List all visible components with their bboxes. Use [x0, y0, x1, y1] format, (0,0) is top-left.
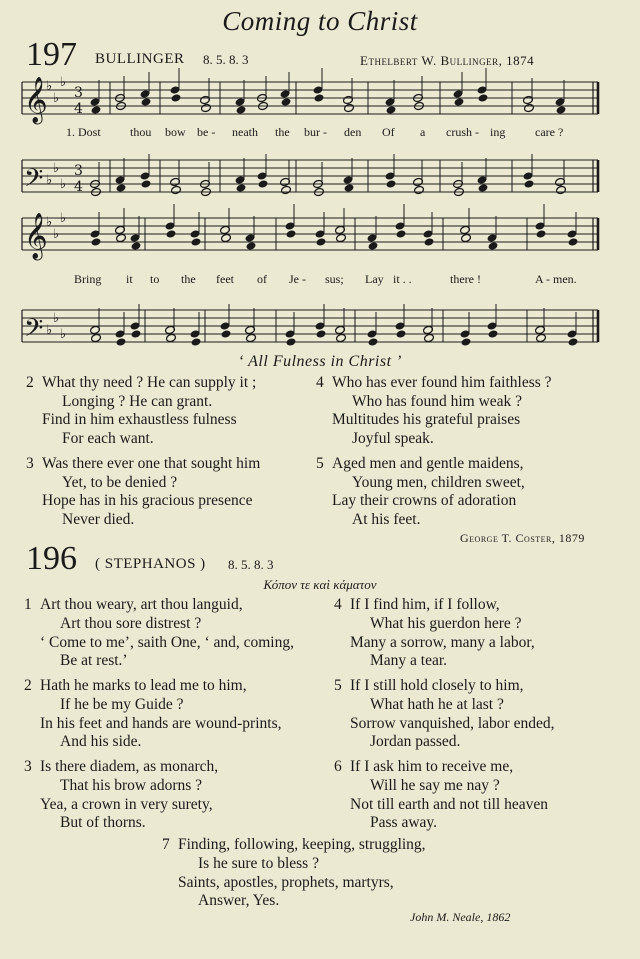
- lyric-syllable: a: [420, 125, 426, 139]
- verse-number: 4: [316, 374, 324, 391]
- flat-sign: ♭: [46, 173, 53, 188]
- meter: 8. 5. 8. 3: [203, 52, 249, 67]
- verse-line: Saints, apostles, prophets, martyrs,: [178, 873, 394, 891]
- verse-number: 7: [162, 836, 170, 853]
- lyric-syllable: ing: [490, 125, 506, 139]
- meter-196: 8. 5. 8. 3: [228, 557, 274, 572]
- verse-number: 5: [334, 677, 342, 694]
- verse-number: 5: [316, 455, 324, 472]
- flat-sign: ♭: [53, 311, 60, 326]
- verse-line: Hath he marks to lead me to him,: [40, 677, 247, 694]
- verse-number: 3: [26, 455, 34, 472]
- verse-line: Is he sure to bless ?: [198, 854, 319, 872]
- hymn-number-196: 196: [26, 540, 77, 577]
- verse-line: Was there ever one that sought him: [42, 455, 261, 472]
- verse-line: For each want.: [62, 429, 154, 447]
- lyric-syllable: bur -: [304, 125, 327, 139]
- lyric-syllable: 1. Dost: [66, 125, 101, 139]
- text-title: ‘ All Fulness in Christ ’: [238, 353, 402, 370]
- verse-line: Who has ever found him faithless ?: [332, 374, 552, 391]
- verse-line: Be at rest.’: [60, 652, 128, 670]
- verse-line: Lay their crowns of adoration: [332, 492, 517, 509]
- flat-sign: ♭: [53, 161, 60, 176]
- verse-line: Young men, children sweet,: [352, 473, 525, 491]
- verse-line: Hope has in his gracious presence: [42, 492, 253, 509]
- verse-line: Many a tear.: [370, 652, 448, 670]
- lyric-syllable: neath: [232, 125, 258, 139]
- verse-line: Art thou weary, art thou languid,: [40, 596, 243, 613]
- lyric-syllable: there !: [450, 272, 481, 286]
- flat-sign: ♭: [53, 227, 60, 242]
- verse-line: That his brow adorns ?: [60, 776, 203, 794]
- lyric-syllable: crush -: [446, 125, 479, 139]
- verse-number: 2: [24, 677, 32, 694]
- verse-line: Longing ? He can grant.: [62, 392, 213, 410]
- verse-number: 2: [26, 374, 34, 391]
- verse-line: If I find him, if I follow,: [350, 596, 500, 613]
- lyric-syllable: care ?: [535, 125, 564, 139]
- verse-line: But of thorns.: [60, 814, 146, 832]
- flat-sign: ♭: [46, 79, 53, 94]
- verse-line: What hath he at last ?: [370, 695, 504, 713]
- time-sig: 4: [74, 179, 83, 195]
- lyric-syllable: Lay: [365, 272, 384, 286]
- lyric-syllable: it . .: [393, 272, 412, 286]
- lyric-syllable: den: [344, 125, 362, 139]
- verse-number: 3: [24, 758, 32, 775]
- lyric-syllable: Je -: [289, 272, 306, 286]
- verse-line: Not till earth and not till heaven: [350, 795, 549, 813]
- lyric-syllable: the: [275, 125, 290, 139]
- lyric-syllable: feet: [216, 272, 234, 286]
- lyric-syllable: Of: [382, 125, 395, 139]
- verse-number: 4: [334, 596, 342, 613]
- lyric-syllable: Bring: [74, 272, 102, 286]
- verse-line: Art thou sore distrest ?: [60, 614, 202, 632]
- flat-sign: ♭: [60, 327, 67, 342]
- flat-sign: ♭: [46, 323, 53, 338]
- time-sig: 3: [74, 163, 83, 179]
- lyric-syllable: it: [126, 272, 133, 286]
- music-score: [0, 0, 640, 360]
- hymn-number: 197: [26, 36, 77, 73]
- verse-line: Will he say me nay ?: [370, 776, 500, 794]
- verse-line: Jordan passed.: [370, 733, 461, 751]
- verse-line: Aged men and gentle maidens,: [332, 455, 524, 472]
- verse-line: If I still hold closely to him,: [350, 677, 524, 694]
- verse-line: Multitudes his grateful praises: [332, 411, 521, 428]
- verse-line: Many a sorrow, many a labor,: [350, 633, 535, 651]
- bass-clef: 𝄢: [24, 164, 44, 199]
- flat-sign: ♭: [53, 91, 60, 106]
- lyric-syllable: sus;: [325, 272, 344, 286]
- verse-line: Is there diadem, as monarch,: [40, 758, 219, 775]
- time-sig: 4: [74, 101, 83, 117]
- tune-name: BULLINGER: [95, 51, 185, 67]
- author-credit: George T. Coster, 1879: [460, 531, 585, 545]
- author-credit-196: John M. Neale, 1862: [410, 910, 511, 924]
- lyric-syllable: the: [181, 272, 196, 286]
- verse-line: Who has found him weak ?: [352, 392, 523, 410]
- verse-line: In his feet and hands are wound-prints,: [40, 714, 282, 732]
- verse-line: Answer, Yes.: [198, 892, 280, 910]
- lyric-syllable: thou: [130, 125, 152, 139]
- verse-number: 1: [24, 596, 32, 613]
- verse-line: Yea, a crown in very surety,: [40, 795, 213, 813]
- flat-sign: ♭: [60, 177, 67, 192]
- verse-line: Yet, to be denied ?: [62, 473, 178, 491]
- verse-line: At his feet.: [352, 510, 421, 528]
- verse-line: Find in him exhaustless fulness: [42, 411, 237, 428]
- verse-line: Finding, following, keeping, struggling,: [178, 836, 426, 853]
- verse-line: Pass away.: [370, 814, 438, 832]
- verse-line: If he be my Guide ?: [60, 695, 184, 713]
- tune-name-196: ( STEPHANOS ): [95, 556, 206, 572]
- treble-clef: 𝄞: [24, 77, 48, 123]
- lyric-syllable: be -: [197, 125, 216, 139]
- verse-line: What thy need ? He can supply it ;: [42, 374, 257, 391]
- verse-line: Joyful speak.: [352, 429, 434, 447]
- lyric-syllable: bow: [165, 125, 186, 139]
- flat-sign: ♭: [60, 211, 67, 226]
- flat-sign: ♭: [46, 215, 53, 230]
- lyric-syllable: of: [257, 272, 267, 286]
- verse-line: If I ask him to receive me,: [350, 758, 514, 775]
- page-title: Coming to Christ: [222, 6, 418, 36]
- lyric-syllable: to: [150, 272, 160, 286]
- time-sig: 3: [74, 85, 83, 101]
- verse-line: Sorrow vanquished, labor ended,: [350, 714, 555, 732]
- verse-line: Never died.: [62, 510, 135, 528]
- verse-line: And his side.: [60, 733, 142, 751]
- greek-title: Κόπον τε καὶ κάματον: [263, 577, 377, 592]
- verse-line: What his guerdon here ?: [370, 614, 522, 632]
- treble-clef: 𝄞: [24, 213, 48, 259]
- flat-sign: ♭: [60, 75, 67, 90]
- verse-number: 6: [334, 758, 342, 775]
- lyric-syllable: A - men.: [535, 272, 577, 286]
- verse-line: ‘ Come to me’, saith One, ‘ and, coming,: [40, 633, 294, 651]
- composer-credit: Ethelbert W. Bullinger, 1874: [360, 53, 535, 68]
- bass-clef: 𝄢: [24, 314, 44, 349]
